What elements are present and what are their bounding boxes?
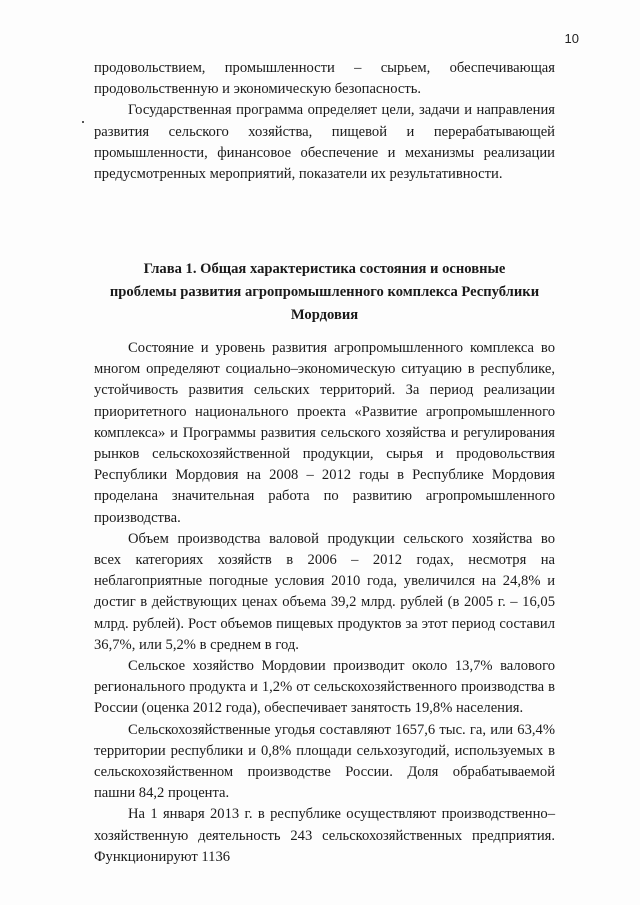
page-number: 10 (564, 31, 579, 46)
body-paragraph-4: Сельскохозяйственные угодья составляют 1657,6 тыс. га, или 63,4% территории республики и 0,8% площади сельхозугодий, используемых в сельскохозяйственном производстве России. Доля обрабатываемой пашни 84,2 процента. (94, 721, 555, 802)
chapter-body (94, 338, 555, 868)
intro-paragraph-2: Государственная программа определяет цели, задачи и направления развития сельского хозяйства, пищевой и перерабатывающей промышленности, финансовое обеспечение и механизмы реализации предусмотренных мероприятий, показатели их результативности. (94, 102, 555, 183)
scan-artifact-dot (82, 121, 84, 123)
intro-paragraph-1: продовольствием, промышленности – сырьем, обеспечивающая продовольственную и экономическую безопасность. (94, 60, 555, 98)
chapter-heading (94, 258, 555, 327)
body-paragraph-2: Объем производства валовой продукции сельского хозяйства во всех категориях хозяйств в 2006 – 2012 годах, несмотря на неблагоприятные погодные условия 2010 года, увеличился на 24,8% и достиг в действующих ценах объема 39,2 млрд. рублей (в 2005 г. – 16,05 млрд. рублей). Рост объемов пищевых продуктов за этот период составил 36,7%, или 5,2% в среднем в год. (94, 530, 555, 653)
chapter-heading-line-1: Глава 1. Общая характеристика состояния и основные (143, 261, 506, 277)
body-paragraph-1: Состояние и уровень развития агропромышленного комплекса во многом определяют социально–экономическую ситуацию в республике, устойчивость развития сельских территорий. За период реализации приоритетного национального проекта «Развитие агропромышленного комплекса» и Программы развития сельского хозяйства и регулирования рынков сельскохозяйственной продукции, сырья и продовольствия Республики Мордовия на 2008 – 2012 годы в Республике Мордовия проделана значительная работа по развитию агропромышленного производства. (94, 340, 555, 526)
body-paragraph-5: На 1 января 2013 г. в республике осуществляют производственно–хозяйственную деятельность 243 сельскохозяйственных предприятия. Функционируют 1136 (94, 806, 555, 865)
intro-text-block (94, 58, 555, 185)
chapter-heading-line-3: Мордовия (290, 307, 359, 323)
chapter-heading-line-2: проблемы развития агропромышленного комплекса Республики (109, 284, 540, 300)
body-paragraph-3: Сельское хозяйство Мордовии производит около 13,7% валового регионального продукта и 1,2% от сельскохозяйственного производства в России (оценка 2012 года), обеспечивает занятость 19,8% населения. (94, 658, 555, 717)
